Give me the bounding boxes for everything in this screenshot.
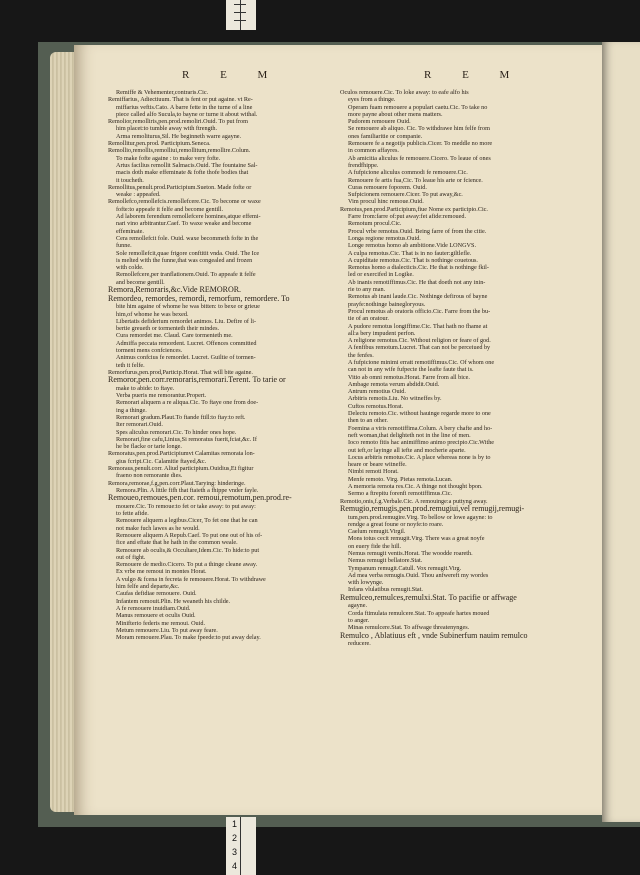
dictionary-line: led or exercifed in Logike. — [348, 271, 414, 279]
dictionary-line: more payne about other mens matters. — [348, 110, 443, 118]
dictionary-line: with colde. — [116, 264, 144, 272]
dictionary-line: Procul vrbe remotus.Ouid. Being farre of from the citie. — [348, 227, 487, 235]
dictionary-line: Nemus remugit bellatore.Stat. — [348, 557, 423, 565]
ruler-tick — [234, 20, 246, 21]
right-column — [340, 89, 568, 647]
dictionary-line: A vulgo & fcena in fecreta fe remouere.Horat. To withdrawe — [116, 575, 266, 583]
left-column — [108, 89, 336, 641]
dictionary-line: Admiffa peccata remordent. Lucret. Offences committed — [116, 339, 257, 347]
dictionary-line: Remouere fe a negotijs publicis.Cicer. To meddle no more — [348, 140, 493, 148]
dictionary-line: Remiffarius, Adiectiuum. That is fent or put againe. vt Re- — [108, 96, 253, 104]
dictionary-line: neft woman,that delighteth not in the line of men. — [348, 431, 471, 439]
dictionary-line: rendge a great foune or noyfe:to roare. — [348, 520, 444, 528]
dictionary-line: Minifterio federis me remoui. Ouid. — [116, 619, 206, 627]
dictionary-line: Sermo a ftrepitu forenfi remotiffimus.Cic. — [348, 490, 453, 498]
dictionary-line: Remotus homo a dialecticis.Cic. He that is nothinge fkil- — [348, 264, 489, 272]
dictionary-line: Artus facilius remollit Salmacis.Ouid. The fountaine Sal- — [116, 161, 258, 169]
dictionary-line: funne. — [116, 242, 132, 250]
ruler-tick — [234, 4, 246, 5]
dictionary-line: out of fight. — [116, 553, 146, 561]
dictionary-line: Longe remotus homo ab ambitione.Vide LONGVS. — [348, 242, 476, 250]
dictionary-line: Spes aliculus remorari.Cic. To hinder ones hope. — [116, 428, 237, 436]
dictionary-line: out ieft,or layinge all iefte and mocherie aparte. — [348, 446, 466, 454]
dictionary-line: him,of whome he was bexed. — [116, 310, 189, 318]
dictionary-line: Remollitur,pen.prod. Participium.Seneca. — [108, 140, 211, 148]
dictionary-line: A religione remotus.Cic. Without religion or feare of god. — [348, 337, 491, 345]
dictionary-line: Sole remollefcit,quae frigore conftitit vnda. Ouid. The Ice — [116, 249, 260, 257]
dictionary-line: Se remouere ab aliquo. Cic. To withdrawe him felfe from — [348, 125, 490, 133]
dictionary-line: Vitio ab omni remotus.Horat. Farre from all bice. — [348, 373, 470, 381]
dictionary-line: Remollefcere,per tranflationem.Ouid. To appeafe it felfe — [116, 271, 256, 279]
dictionary-line: bite him againe of whome he was bitten: to bexe or grieue — [116, 303, 260, 311]
ruler-tick — [240, 817, 241, 875]
dictionary-line: piece called alfo Sucula,to bayne or turne it about withal. — [116, 110, 258, 118]
dictionary-line: with lowynge. — [348, 579, 384, 587]
dictionary-line: teth it felfe. — [116, 361, 145, 369]
dictionary-line: gius fcript.Cic. Calamitie ftayed,&c. — [116, 457, 207, 465]
dictionary-line: Antrum remotius Ouid. — [348, 388, 406, 396]
dictionary-line: Remouere de medio.Cicero. To put a thinge cleane away. — [116, 561, 258, 569]
dictionary-line: Verba pueris me remorantur.Propert. — [116, 392, 207, 400]
dictionary-line: Remulceo,remulces,remulxi.Stat. To pacifie or affwage — [340, 593, 517, 602]
dictionary-line: weake : appeafed. — [116, 191, 161, 199]
ruler-bottom — [226, 817, 256, 875]
dictionary-line: A fe remouere inuidiam.Ouid. — [116, 604, 191, 612]
dictionary-line: Locus arbitris remotus.Cic. A place whereas none is by to — [348, 453, 491, 461]
dictionary-line: macis doth make effeminate & fofte thofe bodies that — [116, 169, 249, 177]
dictionary-line: Remoror,pen.corr.remoraris,remorari.Terent. To tarie or — [108, 376, 286, 385]
dictionary-line: Cuftos remotus.Horat. — [348, 402, 404, 410]
facing-page-edge — [602, 42, 640, 822]
dictionary-line: is melted with the funne,that was congealed and frozen — [116, 256, 253, 264]
dictionary-line: to fette afide. — [116, 510, 149, 518]
dictionary-line: Remora.Plin. A little fifh that ftaieth a fhippe vnder fayle. — [116, 486, 259, 494]
dictionary-line: Operam fuam remouere a populari caetu.Cic. To take no — [348, 103, 488, 111]
dictionary-line: Ab inanis remotiffimus.Cic. He that doeth not any inin- — [348, 278, 486, 286]
dictionary-line: Longa regione remotus.Ouid. — [348, 234, 421, 242]
dictionary-line: Remulco , Ablatiuus eft , vnde Subinerfum nauim remulco — [340, 631, 528, 640]
dictionary-line: Remoueo,remoues,pen.cor. remoui,remotum,pen.prod.re- — [108, 494, 292, 503]
dictionary-line: Remugio,remugis,pen.prod.remugiui,vel remugij,remugi- — [340, 504, 525, 513]
dictionary-line: and become gentill. — [116, 278, 165, 286]
dictionary-line: Metum remouere.Liu. To put away feare. — [116, 626, 218, 634]
dictionary-line: fraeno non remorante dies. — [116, 472, 183, 480]
dictionary-line: Ad mea verba remugis.Ouid. Thou anfwereft my wordes — [348, 571, 489, 579]
dictionary-line: Oculos remouere.Cic. To loke away: to eafe alfo his — [340, 89, 469, 96]
dictionary-line: Delectu remoto.Cic. without hauinge regarde more to one — [348, 410, 491, 418]
dictionary-line: torment mens confciences. — [116, 346, 183, 354]
dictionary-line: Caelum remugit.Virgil. — [348, 528, 406, 536]
dictionary-line: Nemus remugit ventis.Horat. The woodde roareth. — [348, 550, 473, 557]
dictionary-line: Ad laborem ferendum remollefcere homines,atque effemi- — [116, 213, 261, 221]
dictionary-line: reducere. — [348, 640, 371, 648]
dictionary-line: Menfe remoto. Virg. Pietas remota.Lucan. — [348, 475, 453, 483]
dictionary-line: agayne. — [348, 602, 368, 610]
ruler-tick — [234, 12, 246, 13]
dictionary-line: Arbitris remotis.Liu. No witneffes by. — [348, 395, 442, 403]
dictionary-line: fice and eftate that he hath in the common weale. — [116, 539, 238, 547]
dictionary-line: tum,pen.prod.remugire.Virg. To bellow or lowe agayne: to — [348, 513, 493, 521]
dictionary-line: not make fuch lawes as he would. — [116, 524, 200, 532]
dictionary-line: on euery fide the hill. — [348, 542, 402, 550]
ruler-number: 4 — [232, 861, 238, 871]
dictionary-line: Remotus,pen.prod.Participium,fiue Nome ex participio.Cic. — [340, 205, 488, 213]
dictionary-line: then to an other. — [348, 417, 388, 425]
dictionary-line: Vim procul hinc remoue.Ouid. — [348, 198, 424, 206]
dictionary-line: Foemina a viris remotiffima.Colum. A bery chafte and ho- — [348, 424, 493, 432]
dictionary-line: Minas remulcere.Stat. To affwage threatenynges. — [348, 624, 470, 632]
dictionary-line: Remouere fe artis fua,Cic. To leaue his arte or fcience. — [348, 176, 483, 184]
dictionary-line: Remorari gradum.Plaut.To ftande ftill:to ftay:to reft. — [116, 413, 246, 421]
dictionary-line: Remouere aliquem a legibus.Cicer, To fet one that he can — [116, 517, 258, 525]
dictionary-line: rie to any man. — [348, 286, 386, 294]
dictionary-line: A cupiditate remotus.Cic. That is nothinge couetous. — [348, 256, 478, 264]
dictionary-line: he be flacke or tarie longe. — [116, 443, 182, 451]
dictionary-line: To make fofte againe : to make very fofte. — [116, 154, 221, 162]
dictionary-line: Remouere aliquem A Repub.Caef. To put one out of his of- — [116, 532, 263, 539]
ruler-top — [226, 0, 256, 30]
dictionary-line: nari vino arbitrantur.Caef. To waxe weake and become — [116, 220, 252, 228]
dictionary-line: Mons totus cecit remugit.Virg. There was a great noyfe — [348, 535, 485, 543]
dictionary-line: Sufpicionem remouere.Cicer. To put away,&c. — [348, 191, 463, 199]
dictionary-line: Farre from:farre of:put away:fet afide:remoued. — [348, 213, 467, 221]
dictionary-line: Corda ftimulata remulcere.Stat. To appeafe hartes moued — [348, 609, 490, 617]
dictionary-line: bertie greueth or tormenteth their mindes. — [116, 325, 220, 333]
dictionary-line: Remordeo, remordes, remordi, remorfum, remordere. To — [108, 294, 290, 303]
dictionary-line: tie of an oratour. — [348, 315, 389, 323]
dictionary-line: A pudore remotus longiffime.Cic. That hath no fhame at — [348, 322, 488, 330]
dictionary-line: heare or beare witneffe. — [348, 461, 407, 469]
dictionary-line: Infantem remouit.Plin. He weaneth his childe. — [116, 597, 231, 605]
dictionary-line: Pudorem remouere Ouid. — [348, 118, 411, 126]
dictionary-line: Cura remordet me. Claud. Care tormenteth me. — [116, 332, 233, 340]
ruler-number: 2 — [232, 833, 238, 843]
dictionary-line: Remotum procul.Cic. — [348, 220, 402, 228]
running-head-right: R E M — [424, 69, 524, 81]
dictionary-line: Ex vrbe me remoui in montes Horat. — [116, 568, 207, 576]
dictionary-line: him placet:to tumble away with ftrength. — [116, 125, 218, 133]
dictionary-line: the fenfes. — [348, 351, 374, 359]
dictionary-line: Tympanum remugit.Catull. Vox remugit.Virg. — [348, 564, 462, 572]
dictionary-line: to anger. — [348, 616, 370, 624]
dictionary-line: Nimbi remoti Horat. — [348, 468, 399, 476]
dictionary-line: in common affayres. — [348, 147, 399, 155]
dictionary-line: Remorari aliquem a re aliqua.Cic. To ftaye one from doe- — [116, 399, 259, 407]
dictionary-line: Remora,Remoraris,&c.Vide REMOROR. — [108, 286, 242, 295]
dictionary-page — [74, 45, 602, 815]
dictionary-line: Remora,remorae,f.g,pen.corr.Plaut.Tarying: hinderinge. — [108, 479, 246, 487]
dictionary-line: Remoratus,pen.prod.Participiumvt Calamitas remorata lon- — [108, 450, 255, 458]
dictionary-line: Cera remollefcit fole. Ouid. waxe becommeth fofte in the — [116, 234, 259, 242]
dictionary-line: Animus confcius fe remordet. Lucret. Guiltie of tormen- — [116, 354, 256, 362]
dictionary-line: Caufas defidiae remouere. Ouid. — [116, 590, 197, 598]
ruler-number: 1 — [232, 819, 238, 829]
dictionary-line: Remouere ab oculis,& Occultare,Idem.Cic. To hide:to put — [116, 546, 260, 554]
dictionary-line: frendfhippe. — [348, 161, 379, 169]
dictionary-line: mouere.Cic. To remoue:to fet or take away: to put away: — [116, 502, 256, 510]
dictionary-line: Remotio,onis,f.g.Verbale.Cic. A remouinge:a puttyng away. — [340, 497, 488, 505]
dictionary-line: Ambage remota verum abdidit.Ouid. — [348, 380, 440, 388]
dictionary-line: A memoria remota res.Cic. A thinge not thought bpon. — [348, 483, 483, 491]
dictionary-line: prayfe:nothinge bainegloryous. — [348, 300, 426, 308]
dictionary-line: him felfe and departe,&c. — [116, 583, 180, 591]
dictionary-line: A culpa remotus.Cic. That is in no fauter:giltlefle. — [348, 249, 472, 257]
dictionary-line: Remollio,remollis,remolliui,remollitum,remollire.Colum. — [108, 147, 251, 155]
dictionary-line: A fufpicione aliculus commodi fe remouere.Cic. — [348, 169, 468, 177]
dictionary-line: miffarius veftis.Cato. A barre fette in the turne of a line — [116, 103, 253, 111]
dictionary-line: Infans vlulatibus remugit.Stat. — [348, 586, 423, 594]
dictionary-line: ones familiaritie or companie. — [348, 132, 423, 140]
dictionary-line: eyes from a thinge. — [348, 96, 396, 104]
dictionary-line: Remolior,remolliris,pen.prod.remoliri.Ouid. To put from — [108, 118, 248, 126]
dictionary-line: Procul remotus ab oratoris officio.Cic. Farre from the bu- — [348, 307, 491, 315]
dictionary-line: Ioco remoto fitis hac animiffimo animo precipio.Cic.Withe — [348, 439, 495, 447]
dictionary-line: ing a thinge. — [116, 406, 147, 414]
dictionary-line: Libertatis defiderium remordet animos. Liu. Defire of li- — [116, 317, 257, 325]
dictionary-line: Curas remouere foporem. Ouid. — [348, 183, 427, 191]
dictionary-line: Remollefco,remollefcis.remollefcere.Cic. To become or waxe — [108, 198, 261, 206]
dictionary-line: fofte:to appeafe it felfe and become gentill. — [116, 205, 224, 213]
dictionary-line: Arma remoliturus,Sil. He beginneth warre agayne. — [116, 132, 242, 140]
dictionary-line: Moram remouere.Plau. To make fpeede:to put away delay. — [116, 634, 261, 642]
dictionary-line: Remorari,fine cafu,Linius,Si remoratus fuerit,fciat,&c. If — [116, 435, 257, 443]
ruler-number: 3 — [232, 847, 238, 857]
dictionary-line: can not in any wife fufpecte the leafte faute that is. — [348, 366, 474, 374]
dictionary-line: Remollitus,penult.prod.Participium.Sueton. Made fofte or — [108, 183, 252, 191]
dictionary-line: all:a bery impudent perfon. — [348, 329, 416, 337]
dictionary-line: Ab amicitia aliculus fe remouere.Cicero. To leaue of ones — [348, 154, 491, 162]
running-head-left: R E M — [182, 69, 282, 81]
dictionary-line: make to abide: to ftaye. — [116, 384, 175, 392]
dictionary-line: A fenfibus remotum.Lucret. That can not be perceiued by — [348, 344, 491, 352]
dictionary-line: effeminate. — [116, 227, 144, 235]
dictionary-line: Manus remouere et oculis Ouid. — [116, 612, 196, 620]
dictionary-line: Remorfurus,pen.prod,Particip.Horat. That will bite againe. — [108, 368, 253, 376]
dictionary-line: Iter remorari.Ouid. — [116, 421, 163, 429]
dictionary-line: it toucheth. — [116, 176, 144, 184]
dictionary-line: Remoraus,penult.corr. Aliud participium.Ouidius,Et figitur — [108, 465, 254, 473]
dictionary-line: Remotus ab inani laude.Cic. Nothinge defirous of bayne — [348, 293, 488, 301]
dictionary-line: A fufpicione minimi erratt remotiffimus.Cic. Of whom one — [348, 358, 495, 366]
dictionary-line: Remiffe & Vehementer,contraris.Cic. — [116, 89, 209, 96]
